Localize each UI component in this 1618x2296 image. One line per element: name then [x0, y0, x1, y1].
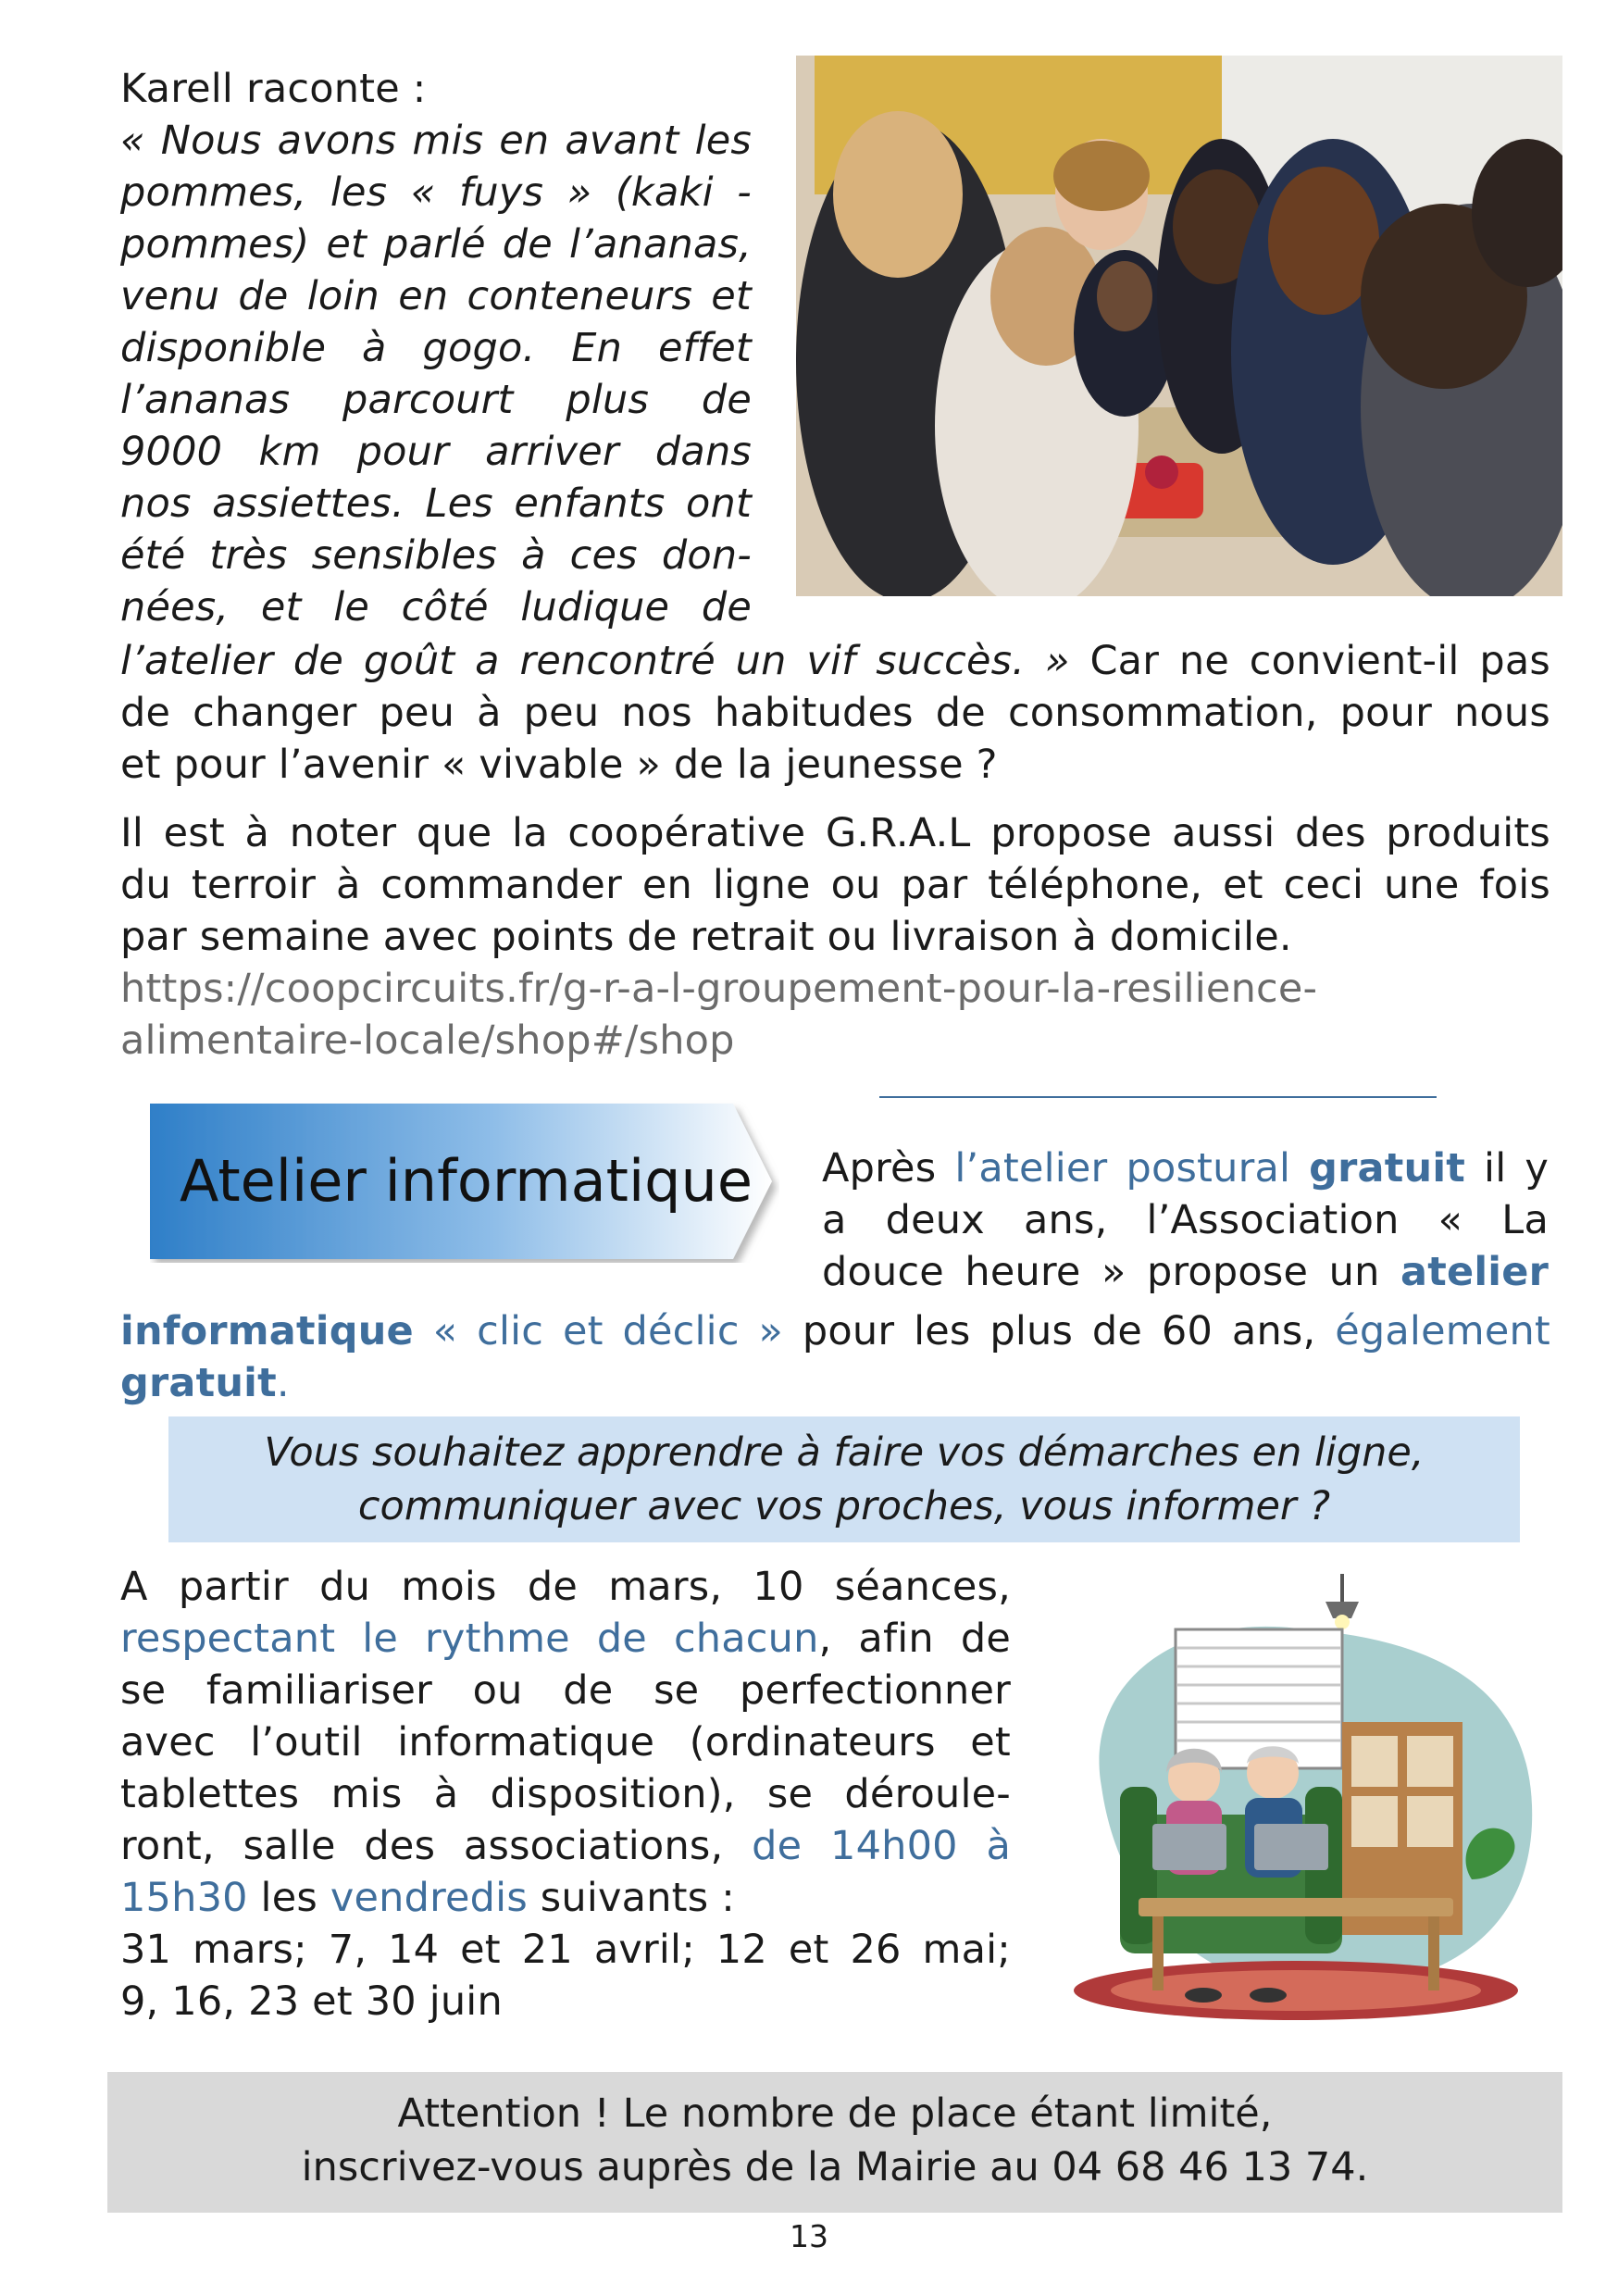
shop-link[interactable]: alimentaire-locale/shop#/shop	[120, 1017, 735, 1064]
text-afin-de: , afin de	[818, 1616, 1012, 1662]
intro-line: nos assiettes. Les enfants ont	[120, 480, 752, 527]
text-rythme: respectant le rythme de chacun	[120, 1616, 819, 1662]
continuation-line	[120, 635, 1550, 687]
seniors-computer-illustration	[1064, 1574, 1546, 2037]
text-time-end: 15h30	[120, 1875, 248, 1921]
text-atelier-postural: l’atelier postural	[954, 1145, 1310, 1192]
page-number: 13	[790, 2218, 828, 2254]
section-banner	[150, 1100, 779, 1263]
schedule-line: se familiariser ou de se perfectionner	[120, 1667, 1011, 1714]
illustration-drawing	[1064, 1574, 1546, 2037]
text-egalement: également	[1335, 1308, 1550, 1354]
shop-link[interactable]: https://coopcircuits.fr/g-r-a-l-groupement-pour-la-resilience-	[120, 966, 1318, 1012]
workshop-continuation-line	[120, 1357, 1550, 1409]
continuation-line: de changer peu à peu nos habitudes de consommation, pour nous	[120, 690, 1550, 736]
text-gratuit-2: gratuit	[120, 1360, 277, 1406]
notice-line: Attention ! Le nombre de place étant limité,	[397, 2090, 1273, 2137]
gral-line: Il est à noter que la coopérative G.R.A.L propose aussi des produits	[120, 810, 1550, 856]
workshop-intro-continuation	[120, 1305, 1550, 1409]
gral-paragraph	[120, 807, 1550, 1067]
text-period: .	[276, 1360, 290, 1406]
workshop-photo	[796, 56, 1562, 596]
text-suivants: suivants :	[527, 1875, 735, 1921]
text-plus-de-60: pour les plus de 60 ans,	[783, 1308, 1336, 1354]
schedule-line: avec l’outil informatique (ordinateurs et	[120, 1719, 1011, 1766]
text-informatique: informatique	[120, 1308, 414, 1354]
schedule-dates: 31 mars; 7, 14 et 21 avril; 12 et 26 mai;	[120, 1927, 1011, 1973]
intro-line: pommes) et parlé de l’ananas,	[120, 221, 752, 268]
text-apres: Après	[822, 1145, 955, 1192]
intro-line: 9000 km pour arriver dans	[120, 429, 752, 475]
text-clic-et-declic: « clic et déclic »	[413, 1308, 784, 1354]
question-line: Vous souhaitez apprendre à faire vos démarches en ligne,	[264, 1429, 1425, 1476]
workshop-intro-line	[822, 1142, 1549, 1194]
intro-line: Karell raconte :	[120, 66, 427, 112]
text-vendredis: vendredis	[330, 1875, 528, 1921]
text-gratuit: gratuit	[1309, 1145, 1466, 1192]
continuation-line: et pour l’avenir « vivable » de la jeunesse ?	[120, 742, 998, 788]
workshop-photo-drawing	[796, 56, 1562, 596]
intro-line: l’ananas parcourt plus de	[120, 377, 752, 423]
intro-line: disponible à gogo. En effet	[120, 325, 752, 371]
intro-line: venu de loin en conteneurs et	[120, 273, 752, 319]
gral-line: du terroir à commander en ligne ou par téléphone, et ceci une fois	[120, 862, 1550, 908]
workshop-intro-line: a deux ans, l’Association « La	[822, 1197, 1549, 1243]
text-salle: ront, salle des associations,	[120, 1823, 753, 1869]
continuation-text: Car ne convient-il pas	[1069, 638, 1550, 684]
question-box	[168, 1416, 1520, 1542]
schedule-line	[120, 1613, 1011, 1665]
intro-line: « Nous avons mis en avant les	[120, 118, 752, 164]
intro-line: été très sensibles à ces don-	[120, 532, 752, 579]
text-atelier: atelier	[1400, 1249, 1549, 1295]
schedule-line: A partir du mois de mars, 10 séances,	[120, 1564, 1011, 1610]
registration-notice	[107, 2072, 1562, 2213]
intro-line: pommes, les « fuys » (kaki -	[120, 169, 752, 216]
intro-line: nées, et le côté ludique de	[120, 584, 752, 630]
schedule-paragraph	[120, 1561, 1011, 2028]
schedule-line: tablettes mis à disposition), se déroule-	[120, 1771, 1011, 1817]
intro-continuation	[120, 635, 1550, 791]
text-il-y: il y	[1465, 1145, 1549, 1192]
text-time-start: de 14h00 à	[752, 1823, 1012, 1869]
text-douce-heure: douce heure » propose un	[822, 1249, 1401, 1295]
question-line: communiquer avec vos proches, vous informer ?	[357, 1483, 1331, 1529]
intro-column	[120, 63, 752, 633]
workshop-intro-line	[822, 1246, 1549, 1298]
workshop-intro	[822, 1142, 1549, 1298]
text-les: les	[247, 1875, 330, 1921]
notice-line: inscrivez-vous auprès de la Mairie au 04 68 46 13 74.	[301, 2144, 1369, 2190]
schedule-line	[120, 1872, 1011, 1924]
schedule-line	[120, 1820, 1011, 1872]
quote-end: l’atelier de goût a rencontré un vif succès. »	[120, 638, 1070, 684]
gral-line: par semaine avec points de retrait ou livraison à domicile.	[120, 914, 1292, 960]
workshop-continuation-line	[120, 1305, 1550, 1357]
banner-title: Atelier informatique	[180, 1147, 753, 1215]
schedule-dates: 9, 16, 23 et 30 juin	[120, 1978, 503, 2025]
section-divider	[879, 1096, 1437, 1098]
